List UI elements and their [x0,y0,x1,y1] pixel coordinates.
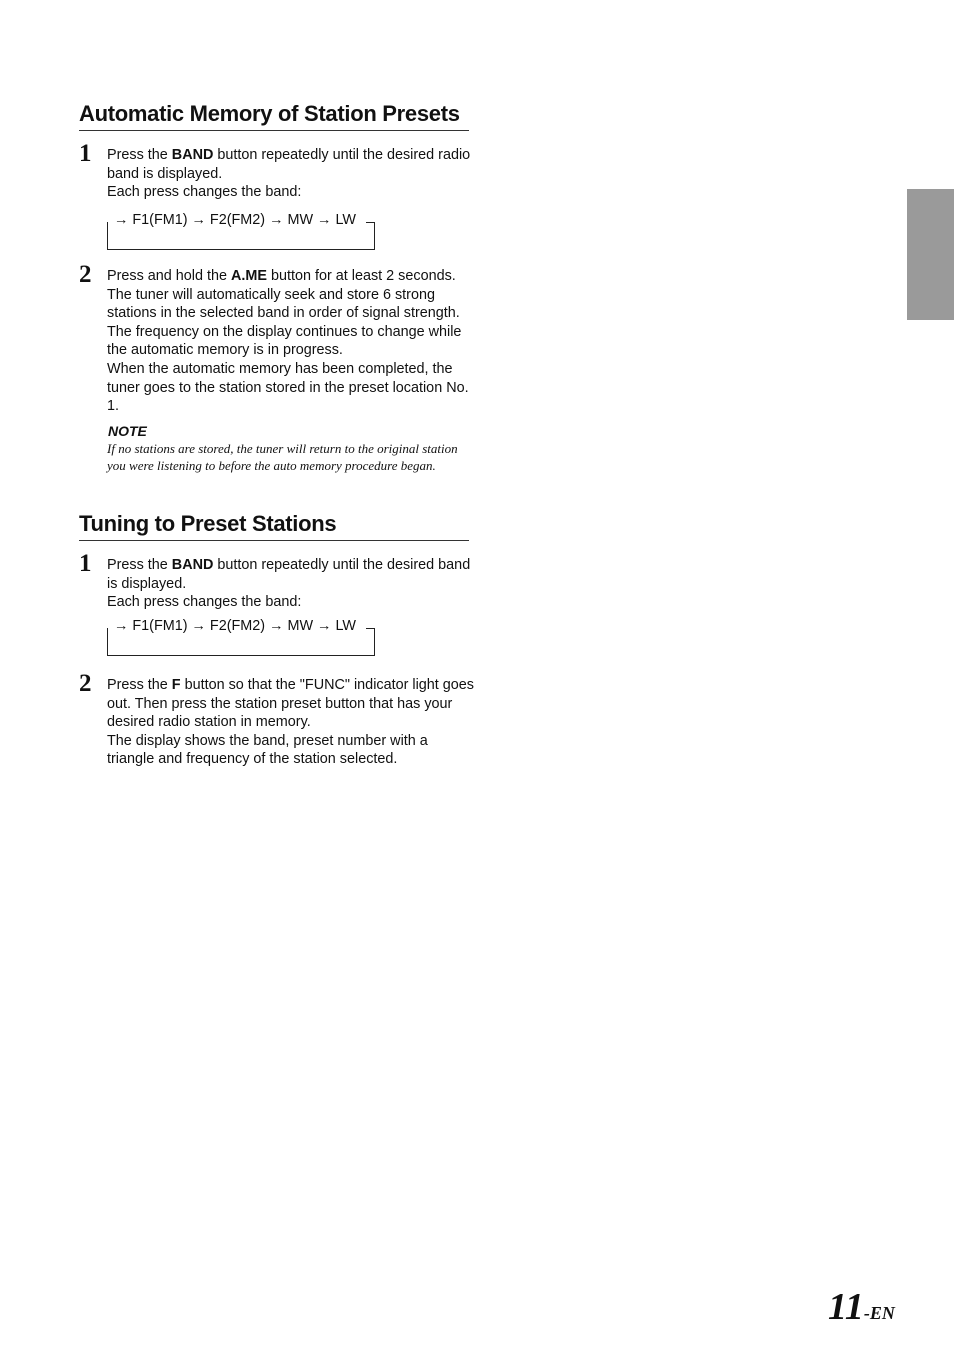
instruction-pre: Press the [107,677,172,693]
instruction-post: button so that the "FUNC" indicator light goes out. Then press the station preset button that has your desired radio station in memory. [107,677,474,731]
instruction-post: button repeatedly until the desired band is displayed. [107,557,471,592]
section-title-automatic-memory: Automatic Memory of Station Presets [79,101,469,131]
step-instruction [107,676,475,732]
page-language-suffix: -EN [863,1303,895,1323]
band-cycle-diagram [107,618,375,656]
band-cycle-diagram [107,212,375,250]
note-label: NOTE [108,423,147,439]
step-number: 2 [79,261,92,288]
cycle-corner [366,222,375,223]
instruction-post: button for at least 2 seconds. [266,268,456,284]
instruction-pre: Press the [107,557,172,573]
step-instruction [107,146,475,183]
step-instruction [107,556,475,593]
button-name: BAND [171,147,214,163]
step-detail: Each press changes the band: [107,184,302,201]
instruction-post: button repeatedly until the desired radio band is displayed. [107,147,471,182]
button-name: BAND [171,557,214,573]
instruction-pre: Press and hold the [107,268,231,284]
button-name: A.ME [231,268,267,284]
side-tab-marker [907,189,954,320]
band-cycle-text: → F1(FM1) → F2(FM2) → MW → LW [114,211,362,229]
step-detail: Each press changes the band: [107,594,302,611]
step-number: 1 [79,140,92,167]
step-text [107,146,475,202]
step-number: 2 [79,670,92,697]
band-cycle-text: → F1(FM1) → F2(FM2) → MW → LW [114,617,362,635]
button-name: F [171,677,181,693]
page-number [828,1285,895,1335]
step-text [107,676,475,769]
page-number-value: 11 [828,1286,864,1328]
step-detail: The tuner will automatically seek and store 6 strong stations in the selected band in order of signal strength. The frequency on the display continues to change while the automatic memory is in progress. [107,286,462,359]
note-text: If no stations are stored, the tuner will return to the original station you were listening to before the auto memory procedure began. [107,441,458,473]
cycle-corner [366,628,375,629]
step-number: 1 [79,550,92,577]
section-title-tuning-presets: Tuning to Preset Stations [79,511,469,541]
step-instruction [107,267,475,286]
instruction-pre: Press the [107,147,172,163]
step-text [107,267,475,416]
step-detail: When the automatic memory has been completed, the tuner goes to the station stored in the preset location No. 1. [107,360,469,415]
step-detail: The display shows the band, preset number with a triangle and frequency of the station selected. [107,732,428,768]
step-text [107,556,475,612]
